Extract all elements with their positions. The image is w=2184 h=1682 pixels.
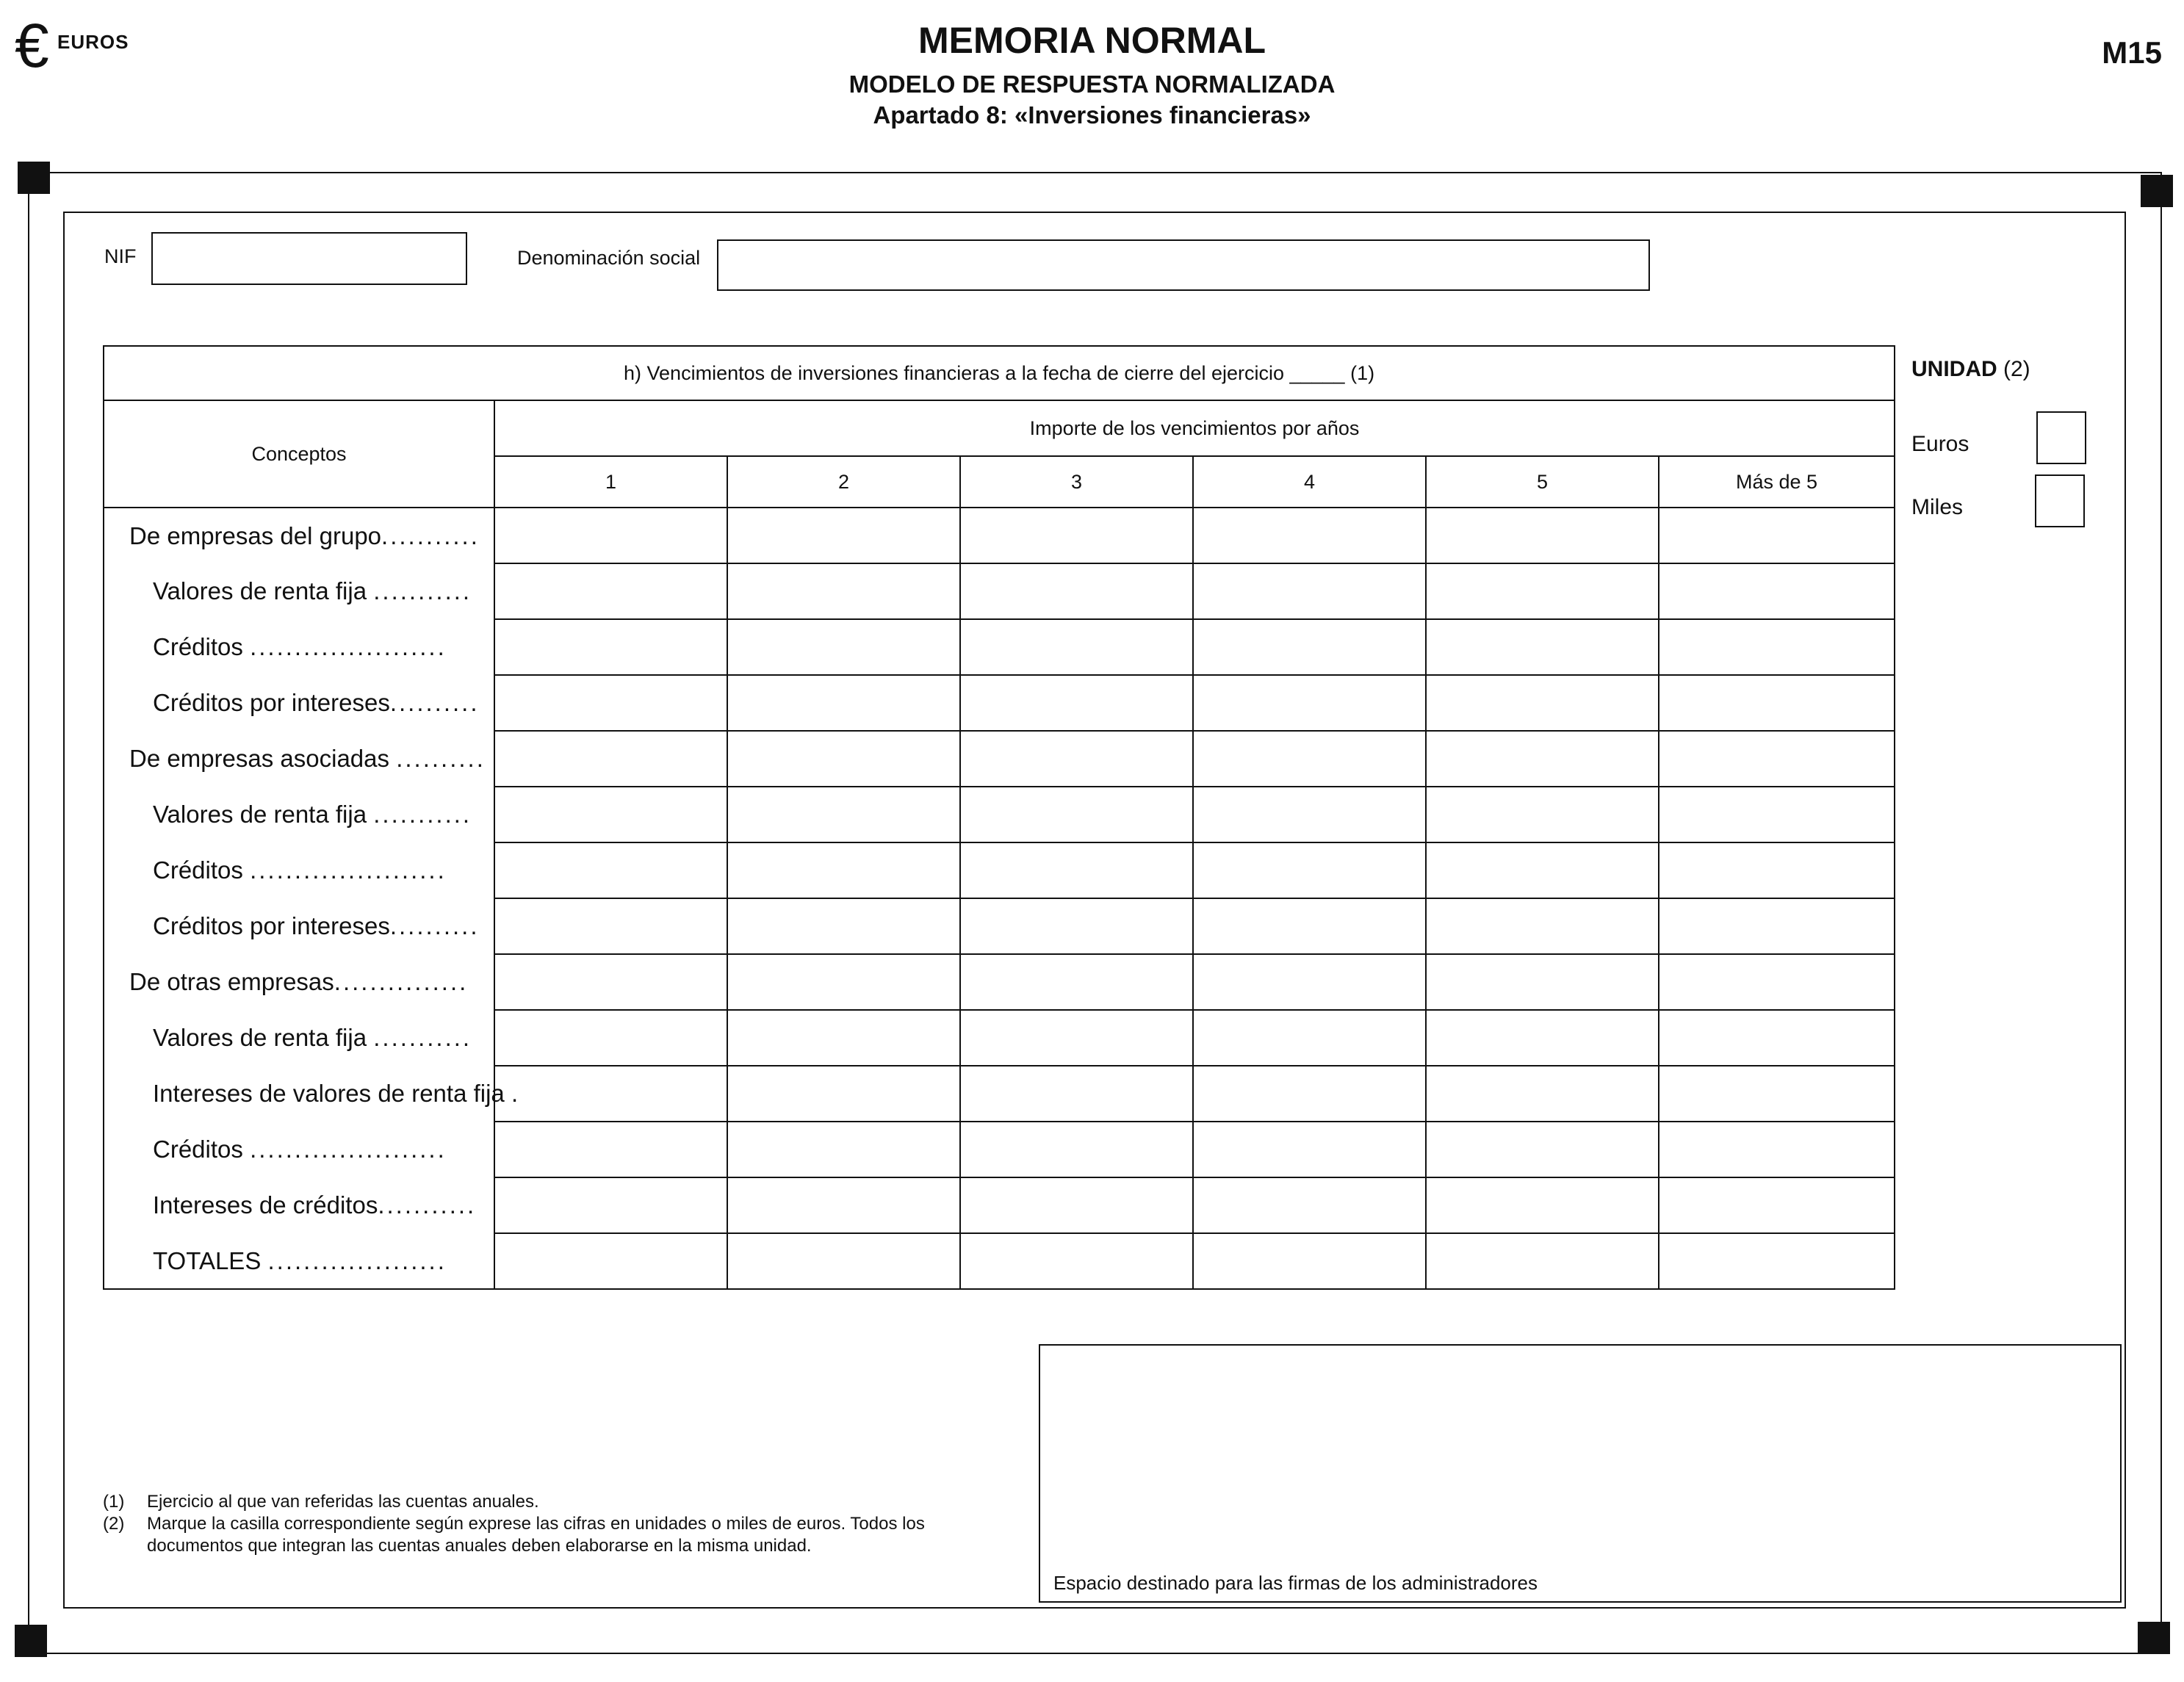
unit-euros-checkbox[interactable] — [2036, 411, 2086, 464]
amounts-header: Importe de los vencimientos por años — [494, 400, 1895, 456]
amount-cell[interactable] — [1426, 731, 1659, 787]
registration-mark-top-left — [18, 162, 50, 194]
amount-cell[interactable] — [1426, 1122, 1659, 1177]
currency-label: EUROS — [57, 31, 129, 53]
amount-cell[interactable] — [494, 619, 727, 675]
amount-cell[interactable] — [1193, 1066, 1426, 1122]
row-label — [104, 1066, 521, 1122]
row-label — [104, 1122, 494, 1177]
row-label-dots: . — [511, 1080, 521, 1107]
amount-cell[interactable] — [1426, 508, 1659, 563]
row-label-dots: ...................... — [250, 633, 447, 660]
row-label-text: De otras empresas — [129, 968, 334, 995]
euro-icon: € — [15, 11, 49, 80]
amount-cell[interactable] — [1659, 731, 1895, 787]
amount-cell[interactable] — [1659, 1177, 1895, 1233]
amount-cell[interactable] — [1426, 675, 1659, 731]
row-label-dots: ........... — [373, 577, 472, 604]
row-label-text: Intereses de créditos — [153, 1191, 378, 1219]
row-label-dots: .......... — [389, 689, 480, 716]
row-label — [104, 787, 494, 842]
amount-cell[interactable] — [960, 1010, 1193, 1066]
registration-mark-bottom-left — [15, 1625, 47, 1657]
amount-cell[interactable] — [1426, 787, 1659, 842]
table-row — [104, 842, 1895, 898]
amount-cell[interactable] — [727, 898, 960, 954]
row-label-text: De empresas del grupo — [129, 521, 382, 549]
amount-cell[interactable] — [727, 842, 960, 898]
amount-cell[interactable] — [1659, 1122, 1895, 1177]
amount-cell[interactable] — [960, 1066, 1193, 1122]
row-label-text: De empresas asociadas — [129, 745, 397, 772]
amount-cell[interactable] — [960, 1233, 1193, 1289]
amount-cell[interactable] — [1193, 898, 1426, 954]
year-column-header: 2 — [727, 456, 960, 508]
amount-cell[interactable] — [727, 675, 960, 731]
footnote-2 — [103, 1513, 1014, 1557]
amount-cell[interactable] — [1193, 619, 1426, 675]
amount-cell[interactable] — [1659, 619, 1895, 675]
row-label — [104, 508, 494, 563]
amount-cell[interactable] — [960, 954, 1193, 1010]
table-row — [104, 1177, 1895, 1233]
footnote-1 — [103, 1491, 1014, 1513]
amount-cell[interactable] — [727, 619, 960, 675]
footnote-number: (2) — [103, 1514, 125, 1534]
amount-cell[interactable] — [1659, 1010, 1895, 1066]
amount-cell[interactable] — [1659, 787, 1895, 842]
maturities-table — [103, 345, 1894, 1275]
table-row — [104, 508, 1895, 563]
amount-cell[interactable] — [1659, 842, 1895, 898]
amount-cell[interactable] — [960, 1122, 1193, 1177]
amount-cell[interactable] — [960, 508, 1193, 563]
amount-cell[interactable] — [1193, 842, 1426, 898]
amount-cell[interactable] — [1426, 563, 1659, 619]
row-label — [104, 731, 494, 787]
amount-cell[interactable] — [1426, 1177, 1659, 1233]
page-subtitle: MODELO DE RESPUESTA NORMALIZADA — [848, 71, 1336, 98]
amount-cell[interactable] — [1193, 787, 1426, 842]
table-row — [104, 1122, 1895, 1177]
table-row — [104, 787, 1895, 842]
row-label-dots: ........... — [378, 1191, 477, 1219]
amount-cell[interactable] — [494, 1010, 727, 1066]
amount-cell[interactable] — [1426, 1066, 1659, 1122]
row-label-dots: ........... — [373, 1024, 472, 1051]
amount-cell[interactable] — [494, 1177, 727, 1233]
footnotes — [103, 1491, 1014, 1557]
unit-title-note: (2) — [1997, 357, 2030, 381]
amount-cell[interactable] — [727, 787, 960, 842]
amount-cell[interactable] — [1426, 842, 1659, 898]
amount-cell[interactable] — [1193, 1233, 1426, 1289]
table-row — [104, 675, 1895, 731]
amount-cell[interactable] — [1659, 898, 1895, 954]
amount-cell[interactable] — [727, 1122, 960, 1177]
year-column-header: Más de 5 — [1659, 456, 1895, 508]
table-row — [104, 1010, 1895, 1066]
amount-cell[interactable] — [1426, 619, 1659, 675]
row-label — [104, 1010, 494, 1066]
amount-cell[interactable] — [727, 563, 960, 619]
amount-cell[interactable] — [1426, 1233, 1659, 1289]
row-label-dots: ...................... — [250, 856, 447, 884]
amount-cell[interactable] — [727, 1010, 960, 1066]
amount-cell[interactable] — [1193, 1122, 1426, 1177]
amount-cell[interactable] — [1193, 1010, 1426, 1066]
row-label-dots: .......... — [389, 912, 480, 939]
table-row — [104, 619, 1895, 675]
amount-cell[interactable] — [960, 787, 1193, 842]
amount-cell[interactable] — [727, 1177, 960, 1233]
signature-box[interactable] — [1039, 1344, 2122, 1603]
amount-cell[interactable] — [1659, 563, 1895, 619]
amount-cell[interactable] — [494, 898, 727, 954]
amount-cell[interactable] — [960, 619, 1193, 675]
amount-cell[interactable] — [1659, 954, 1895, 1010]
row-label-dots: ........... — [381, 521, 480, 549]
row-label — [104, 898, 494, 954]
row-label-text: Créditos — [153, 1136, 251, 1163]
amount-cell[interactable] — [727, 1233, 960, 1289]
amount-cell[interactable] — [1193, 954, 1426, 1010]
amount-cell[interactable] — [1426, 1010, 1659, 1066]
unit-title-bold: UNIDAD — [1911, 357, 1997, 381]
amount-cell[interactable] — [960, 1177, 1193, 1233]
amount-cell[interactable] — [494, 1233, 727, 1289]
amount-cell[interactable] — [494, 563, 727, 619]
denomination-label: Denominación social — [517, 247, 701, 269]
nif-label: NIF — [104, 245, 137, 267]
amount-cell[interactable] — [1659, 1233, 1895, 1289]
row-label — [104, 619, 494, 675]
row-label-text: Valores de renta fija — [153, 577, 374, 604]
signature-label: Espacio destinado para las firmas de los administradores — [1053, 1572, 1538, 1594]
amount-cell[interactable] — [960, 731, 1193, 787]
amount-cell[interactable] — [1193, 731, 1426, 787]
row-label — [104, 675, 494, 731]
nif-field[interactable] — [151, 232, 467, 285]
year-column-header: 3 — [960, 456, 1193, 508]
amount-cell[interactable] — [1659, 1066, 1895, 1122]
amount-cell[interactable] — [494, 842, 727, 898]
model-code: M15 — [2102, 35, 2162, 70]
unit-miles-checkbox[interactable] — [2035, 474, 2085, 527]
section-title: Apartado 8: «Inversiones financieras» — [873, 101, 1311, 129]
registration-mark-top-right — [2141, 175, 2173, 207]
footnote-text: Marque la casilla correspondiente según exprese las cifras en unidades o miles de euros. Todos los documentos que integran las cuentas anuales deben elaborarse en la misma unidad. — [147, 1514, 925, 1556]
unit-miles-label: Miles — [1911, 495, 1964, 519]
registration-mark-bottom-right — [2138, 1622, 2170, 1654]
table-row — [104, 563, 1895, 619]
amount-cell[interactable] — [1193, 1177, 1426, 1233]
unit-title — [1911, 357, 2030, 382]
amount-cell[interactable] — [727, 508, 960, 563]
row-label-dots: ...................... — [250, 1136, 447, 1163]
amount-cell[interactable] — [727, 954, 960, 1010]
amount-cell[interactable] — [494, 787, 727, 842]
footnote-number: (1) — [103, 1492, 125, 1512]
row-label-dots: ............... — [334, 968, 469, 995]
amount-cell[interactable] — [1426, 898, 1659, 954]
amount-cell[interactable] — [727, 1066, 960, 1122]
row-label-dots: .......... — [396, 745, 486, 772]
row-label-text: Créditos — [153, 633, 251, 660]
amount-cell[interactable] — [1659, 508, 1895, 563]
amount-cell[interactable] — [1193, 563, 1426, 619]
row-label-dots: ........... — [373, 801, 472, 828]
amount-cell[interactable] — [960, 898, 1193, 954]
table-row — [104, 1066, 1895, 1122]
amount-cell[interactable] — [960, 842, 1193, 898]
row-label — [104, 954, 494, 1010]
amount-cell[interactable] — [1659, 675, 1895, 731]
page-title: MEMORIA NORMAL — [918, 20, 1266, 61]
year-column-header: 1 — [494, 456, 727, 508]
amount-cell[interactable] — [494, 731, 727, 787]
amount-cell[interactable] — [1193, 508, 1426, 563]
amount-cell[interactable] — [960, 675, 1193, 731]
amount-cell[interactable] — [494, 1066, 727, 1122]
row-label-text: Valores de renta fija — [153, 1024, 374, 1051]
row-label-text: Créditos por intereses — [153, 689, 390, 716]
year-column-header: 5 — [1426, 456, 1659, 508]
amount-cell[interactable] — [494, 954, 727, 1010]
amount-cell[interactable] — [1193, 675, 1426, 731]
amount-cell[interactable] — [960, 563, 1193, 619]
row-label — [104, 563, 494, 619]
amount-cell[interactable] — [494, 508, 727, 563]
row-label — [104, 1233, 494, 1289]
amount-cell[interactable] — [1426, 954, 1659, 1010]
row-label-text: Intereses de valores de renta fija — [153, 1080, 511, 1107]
row-label-text: Valores de renta fija — [153, 801, 374, 828]
row-label-text: Créditos por intereses — [153, 912, 390, 939]
row-label-dots: .................... — [267, 1246, 447, 1274]
row-label-text: Créditos — [153, 856, 251, 884]
year-column-header: 4 — [1193, 456, 1426, 508]
table-row — [104, 954, 1895, 1010]
amount-cell[interactable] — [727, 731, 960, 787]
amount-cell[interactable] — [494, 675, 727, 731]
row-label — [104, 1177, 494, 1233]
footnote-text: Ejercicio al que van referidas las cuentas anuales. — [147, 1492, 539, 1512]
table-caption: h) Vencimientos de inversiones financieras a la fecha de cierre del ejercicio _____ (1) — [104, 346, 1895, 400]
amount-cell[interactable] — [494, 1122, 727, 1177]
concepts-header: Conceptos — [104, 400, 494, 508]
table-row — [104, 731, 1895, 787]
table-row — [104, 1233, 1895, 1289]
row-label-text: TOTALES — [153, 1246, 268, 1274]
row-label — [104, 842, 494, 898]
unit-euros-label: Euros — [1911, 432, 1969, 456]
denomination-field[interactable] — [717, 239, 1650, 291]
table-row — [104, 898, 1895, 954]
